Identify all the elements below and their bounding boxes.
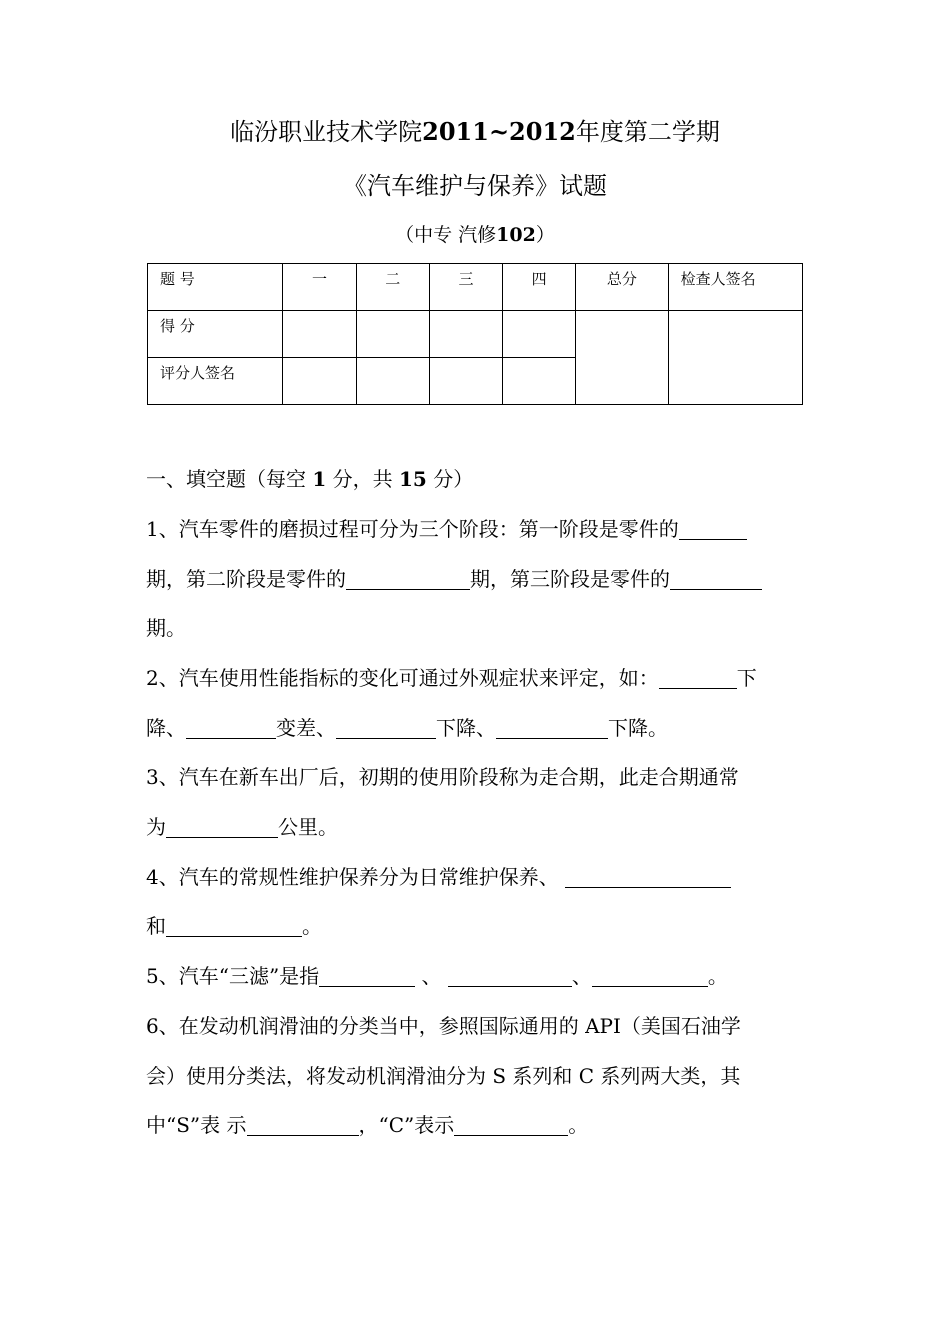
text-segment: 一、填空题（每空 xyxy=(146,467,313,491)
text-segment: 中“S”表 示 xyxy=(146,1113,247,1137)
question-1-line-1 xyxy=(146,514,816,544)
text-segment: 。 xyxy=(302,914,322,938)
text-segment: 一 xyxy=(312,270,328,288)
section-two-header xyxy=(356,264,429,311)
question-3-line-2 xyxy=(146,812,816,842)
score-label xyxy=(148,311,283,358)
score-row xyxy=(148,311,803,358)
question-3-line-1 xyxy=(146,762,816,792)
text-segment: 得 分 xyxy=(160,317,195,335)
grader-signature-label xyxy=(148,358,283,405)
text-segment: 、 xyxy=(571,964,592,988)
answer-blank[interactable] xyxy=(166,815,278,838)
answer-blank[interactable] xyxy=(679,517,747,540)
grader-cell xyxy=(429,358,502,405)
grader-cell xyxy=(356,358,429,405)
score-cell xyxy=(356,311,429,358)
checker-signature-header xyxy=(668,264,802,311)
text-segment: 下降。 xyxy=(608,716,668,740)
section-heading xyxy=(146,464,816,494)
score-cell xyxy=(503,311,576,358)
question-6-line-2 xyxy=(146,1061,816,1091)
answer-blank[interactable] xyxy=(659,666,737,689)
section-four-header xyxy=(503,264,576,311)
text-segment: 题 号 xyxy=(160,270,195,288)
score-table xyxy=(147,263,803,405)
text-segment: 。 xyxy=(568,1113,589,1137)
section-three-header xyxy=(429,264,502,311)
score-cell xyxy=(283,311,356,358)
answer-blank[interactable] xyxy=(319,964,415,987)
total-score-header xyxy=(576,264,668,311)
text-segment: 5、汽车“三滤”是指 xyxy=(146,964,320,988)
question-5-line-1 xyxy=(146,961,816,991)
text-segment: 下 xyxy=(736,666,757,690)
answer-blank[interactable] xyxy=(166,914,302,937)
text-segment: 下降、 xyxy=(436,716,496,740)
text-segment: 期。 xyxy=(146,616,186,640)
answer-blank[interactable] xyxy=(592,964,708,987)
text-segment: 期，第二阶段是零件的 xyxy=(146,567,346,591)
score-table-header-row xyxy=(148,264,803,311)
text-segment: 102 xyxy=(496,224,536,246)
school-name: 临汾职业技术学院 xyxy=(230,118,423,146)
section-one-header xyxy=(283,264,356,311)
text-segment: 4、汽车的常规性维护保养分为日常维护保养、 xyxy=(146,865,559,889)
answer-blank[interactable] xyxy=(670,567,762,590)
text-segment: 降、 xyxy=(146,716,186,740)
question-number-label xyxy=(148,264,283,311)
question-2-line-2 xyxy=(146,713,816,743)
text-segment: 会）使用分类法，将发动机润滑油分为 S 系列和 C 系列两大类，其 xyxy=(146,1064,741,1088)
exam-header-line1 xyxy=(0,114,950,150)
text-segment: 1、汽车零件的磨损过程可分为三个阶段：第一阶段是零件的 xyxy=(146,517,679,541)
checker-signature-cell xyxy=(668,311,802,405)
answer-blank[interactable] xyxy=(454,1113,568,1136)
text-segment: 分，共 xyxy=(326,467,399,491)
answer-blank[interactable] xyxy=(496,716,608,739)
class-info xyxy=(0,220,950,250)
answer-blank[interactable] xyxy=(247,1113,359,1136)
text-segment: 检查人签名 xyxy=(680,270,756,288)
answer-blank[interactable] xyxy=(565,865,731,888)
question-6-line-1 xyxy=(146,1011,816,1041)
grader-cell xyxy=(283,358,356,405)
question-4-line-2 xyxy=(146,911,816,941)
question-2-line-1 xyxy=(146,663,816,693)
text-segment: 6、在发动机润滑油的分类当中，参照国际通用的 API（美国石油学 xyxy=(146,1014,741,1038)
text-segment: 变差、 xyxy=(276,716,336,740)
text-segment: 分） xyxy=(426,467,474,491)
text-segment: 2、汽车使用性能指标的变化可通过外观症状来评定，如： xyxy=(146,666,659,690)
term: 年度第二学期 xyxy=(575,118,720,146)
answer-blank[interactable] xyxy=(448,964,572,987)
school-years: 2011~2012 xyxy=(422,117,576,146)
text-segment: 、 xyxy=(415,964,448,988)
question-4-line-1 xyxy=(146,862,816,892)
text-segment: 3、汽车在新车出厂后，初期的使用阶段称为走合期，此走合期通常 xyxy=(146,765,739,789)
text-segment: ，“C”表示 xyxy=(358,1113,455,1137)
text-segment: 四 xyxy=(531,270,547,288)
text-segment: 。 xyxy=(707,964,728,988)
text-segment: （中专 汽修 xyxy=(395,224,497,246)
text-segment: 评分人签名 xyxy=(160,364,236,382)
question-6-line-3 xyxy=(146,1110,816,1140)
question-1-line-2 xyxy=(146,564,816,594)
text-segment: 公里。 xyxy=(278,815,338,839)
question-1-line-3 xyxy=(146,613,816,643)
text-segment: 期，第三阶段是零件的 xyxy=(470,567,670,591)
text-segment: 三 xyxy=(458,270,474,288)
answer-blank[interactable] xyxy=(346,567,470,590)
text-segment: 为 xyxy=(146,815,166,839)
grader-cell xyxy=(503,358,576,405)
answer-blank[interactable] xyxy=(186,716,276,739)
text-segment: ） xyxy=(535,224,555,246)
text-segment: 二 xyxy=(385,270,401,288)
total-score-cell xyxy=(576,311,668,405)
text-segment: 1 xyxy=(312,467,327,491)
text-segment: 总分 xyxy=(606,270,637,288)
exam-title: 《汽车维护与保养》试题 xyxy=(343,172,607,200)
score-cell xyxy=(429,311,502,358)
text-segment: 15 xyxy=(399,467,427,491)
answer-blank[interactable] xyxy=(336,716,436,739)
text-segment: 和 xyxy=(146,914,166,938)
